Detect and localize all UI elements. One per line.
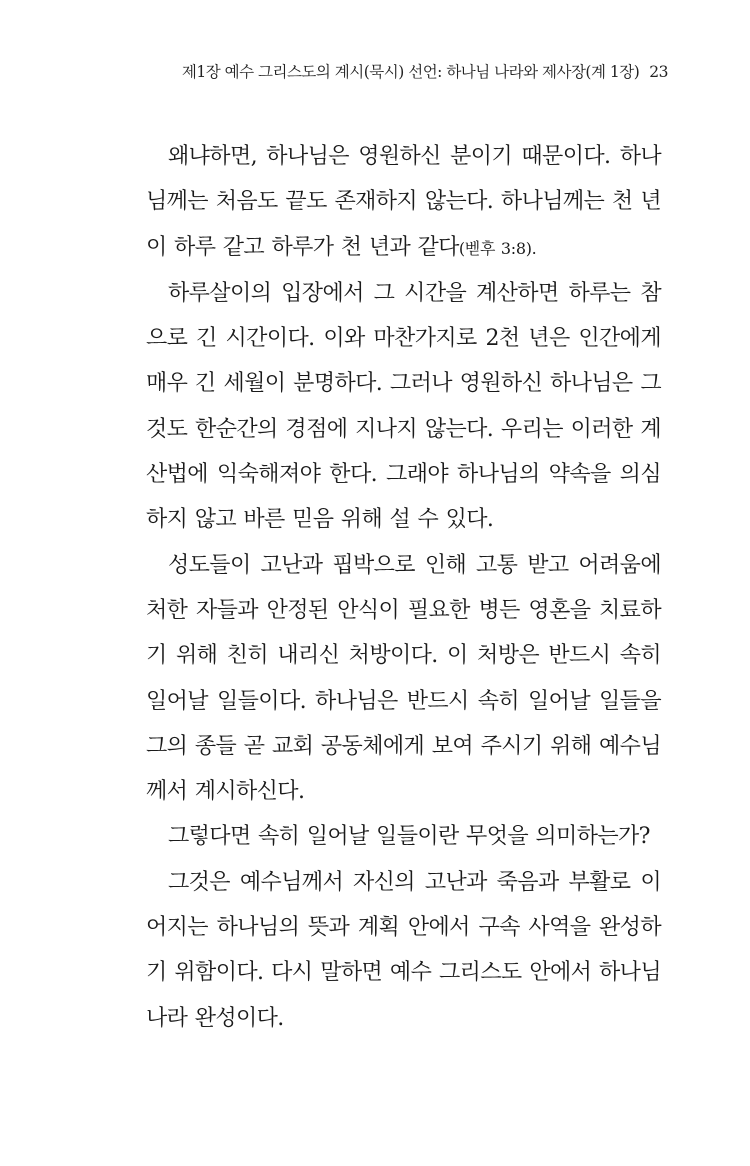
chapter-title: 제1장 예수 그리스도의 계시(묵시) 선언: 하나님 나라와 제사장(계 1장) [181, 63, 640, 81]
paragraph-3-text: 성도들이 고난과 핍박으로 인해 고통 받고 어려움에 처한 자들과 안정된 안식이 필요한 병든 영혼을 치료하기 위해 친히 내리신 처방이다. 이 처방은 반드시 속히 일어날 일들이다. 하나님은 반드시 속히 일어날 일들을 그의 종들 곧 교회 공동체에게 보여 주시기 위해 예수님께서 계시하신다. [146, 552, 661, 805]
paragraph-5-text: 그것은 예수님께서 자신의 고난과 죽음과 부활로 이어지는 하나님의 뜻과 계획 안에서 구속 사역을 완성하기 위함이다. 다시 말하면 예수 그리스도 안에서 하나님 나라 완성이다. [146, 869, 661, 1031]
paragraph-4 [146, 814, 661, 859]
paragraph-2-text: 하루살이의 입장에서 그 시간을 계산하면 하루는 참으로 긴 시간이다. 이와 마찬가지로 2천 년은 인간에게 매우 긴 세월이 분명하다. 그러나 영원하신 하나님은 그것도 한순간의 경점에 지나지 않는다. 우리는 이러한 계산법에 익숙해져야 한다. 그래야 하나님의 약속을 의심하지 않고 바른 믿음 위해 설 수 있다. [146, 280, 661, 533]
paragraph-1 [146, 134, 661, 271]
paragraph-4-text: 그렇다면 속히 일어날 일들이란 무엇을 의미하는가? [168, 824, 650, 850]
running-header [182, 60, 668, 82]
body-text [146, 134, 661, 1041]
paragraph-5 [146, 860, 661, 1041]
paragraph-2 [146, 271, 661, 543]
paragraph-3 [146, 543, 661, 815]
scripture-citation: (벧후 3:8). [458, 238, 537, 258]
paragraph-1-text: 왜냐하면, 하나님은 영원하신 분이기 때문이다. 하나님께는 처음도 끝도 존재하지 않는다. 하나님께는 천 년이 하루 같고 하루가 천 년과 같다 [146, 144, 661, 260]
page-number: 23 [649, 63, 668, 81]
